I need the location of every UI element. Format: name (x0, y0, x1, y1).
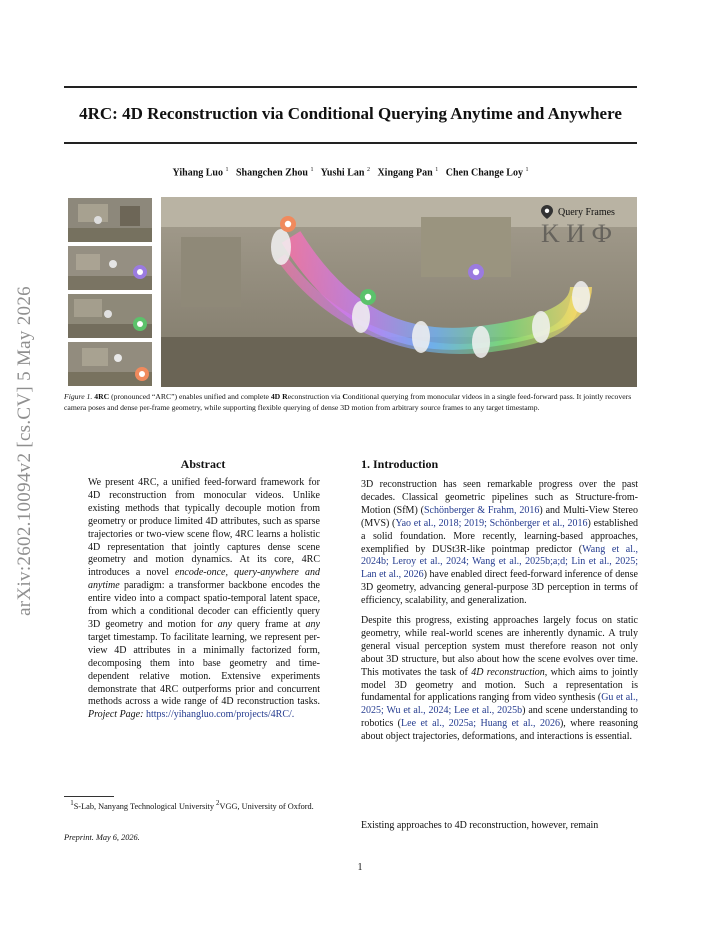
body-text: Despite this progress, existing approaches largely focus on static geometry, while real-world scenes are inherently dynamic. A truly general visual perception system must therefore reason not only about 3D structure, but also about how the scene evolves over time. This motivates the task of (361, 615, 638, 678)
arxiv-stamp: arXiv:2602.10094v2 [cs.CV] 5 May 2026 (14, 286, 35, 616)
title-top-rule (64, 86, 637, 88)
abstract-text: query frame at (232, 618, 306, 630)
figure-caption (64, 392, 637, 413)
body-text: ) established a solid foundation. More recently, learning-based approaches, exemplified by DUSt3R-like pointmap predictor ( (361, 517, 639, 555)
figure-main-image (161, 197, 637, 387)
author-affiliation: 1 (310, 167, 314, 173)
author: Chen Change Loy (445, 167, 523, 179)
caption-label: Figure 1. (64, 392, 93, 401)
caption-text: (pronounced “ARC”) enables unified and complete (109, 392, 271, 401)
footnote-text: S-Lab, Nanyang Technological University (73, 801, 217, 811)
author-affiliation: 1 (435, 167, 439, 173)
caption-text: C (342, 392, 348, 401)
svg-text:K И Ф: K И Ф (541, 219, 613, 248)
body-text: ) have enabled direct feed-forward inference of dense 3D geometry, advancing general-purpose 3D perception in terms of efficiency, scalability, and generalization. (361, 569, 638, 607)
abstract-text: target timestamp. To facilitate learning, we represent per-view 4D attributes in a minimally factorized form, decomposing them into base geometry and time-dependent relative motion. Extensive experiments demonstrate that 4RC outperforms prior and concurrent methods across a wide range of 4D reconstruction tasks. (88, 631, 320, 708)
body-text: Existing approaches to 4D reconstruction, however, remain (361, 820, 599, 831)
query-pin-icon (467, 263, 485, 281)
footnote-marker: 2 (216, 800, 220, 807)
legend-label: Query Frames (558, 206, 615, 218)
abstract-emphasis: encode-once, query-anywhere and anytime (88, 567, 320, 592)
intro-paragraph (361, 479, 638, 608)
author: Yushi Lan (320, 167, 365, 179)
abstract-emphasis: any (217, 618, 233, 630)
body-text: ) and scene understanding to robotics ( (361, 705, 638, 730)
body-text: , which aims to jointly model 3D geometry and motion. Such a representation is fundamental for applications ranging from video synthesis ( (361, 666, 638, 704)
location-pin-icon (541, 205, 553, 219)
figure-legend (541, 205, 615, 219)
citation-link[interactable]: Wang et al., 2024b; Leroy et al., 2024; Wang et al., 2025b;a;d; Lin et al., 2025; Lan et al., 2026 (361, 543, 639, 581)
footnote-text: VGG, University of Oxford. (219, 801, 314, 811)
citation-link[interactable]: Gu et al., 2025; Wu et al., 2024; Lee et al., 2025b (361, 692, 638, 717)
footnote-marker: 1 (70, 800, 74, 807)
abstract-body (88, 477, 320, 722)
abstract-heading: Abstract (180, 457, 226, 471)
project-page-link[interactable]: https://yihangluo.com/projects/4RC/. (145, 709, 295, 721)
author-affiliation: 2 (366, 167, 370, 173)
citation-link[interactable]: Yao et al., 2018; 2019; Schönberger et al., 2016 (395, 517, 588, 529)
abstract-emphasis: Project Page: (88, 709, 144, 721)
caption-text: 4RC (94, 392, 110, 401)
query-pin-icon (359, 288, 377, 306)
abstract-text: paradigm: a transformer backbone encodes the entire video into a compact spatio-temporal latent space, from which a conditional decoder can efficiently query 3D geometry and motion for (88, 580, 320, 630)
title-bottom-rule (64, 142, 637, 144)
caption-text: econstruction via (287, 392, 343, 401)
author: Shangchen Zhou (235, 167, 308, 179)
figure-thumbnail (68, 246, 152, 290)
abstract-text: We present 4RC, a unified feed-forward framework for 4D reconstruction from monocular videos. Unlike existing methods that typically decouple motion from geometry or produce limited 4D attributes, such as sparse trajectories or two-view scene flow, 4RC learns a holistic 4D representation that jointly captures dense scene geometry and motion dynamics. At its core, 4RC introduces a novel (88, 477, 320, 579)
body-text: ), where reasoning about object trajectories, deformations, and interactions is essential. (361, 718, 639, 743)
intro-paragraph (361, 820, 638, 833)
author-list (64, 167, 637, 178)
paper-title: 4RC: 4D Reconstruction via Conditional Querying Anytime and Anywhere (79, 104, 622, 123)
footnote-rule (64, 796, 114, 797)
introduction-heading: 1. Introduction (361, 457, 439, 471)
caption-text: onditional querying from monocular videos in a single feed-forward pass. It jointly recovers camera poses and dense per-frame geometry, while supporting flexible querying of dense 3D motion from arbitrary source frames to any target timestamp. (64, 392, 632, 412)
query-pin-icon (279, 215, 297, 233)
emphasis-text: 4D reconstruction (471, 666, 545, 678)
page-number: 1 (357, 862, 363, 873)
author-affiliation: 1 (225, 167, 229, 173)
figure-thumbnail (68, 198, 152, 242)
citation-link[interactable]: Schönberger & Frahm, 2016 (424, 504, 540, 516)
citation-link[interactable]: Lee et al., 2025a; Huang et al., 2026 (401, 718, 560, 730)
intro-paragraph (361, 615, 638, 744)
figure-thumbnail (68, 342, 152, 386)
preprint-note: Preprint. May 6, 2026. (64, 833, 140, 842)
author-affiliation: 1 (525, 167, 529, 173)
body-text: 3D reconstruction has seen remarkable progress over the past decades. Classical geometric pipelines such as Structure-from-Motion (SfM) ( (361, 479, 638, 516)
body-text: ) and Multi-View Stereo (MVS) ( (361, 504, 638, 529)
author: Yihang Luo (172, 167, 223, 179)
affiliation-footnote (64, 798, 342, 812)
figure-thumbnail (68, 294, 152, 338)
caption-text: 4D R (270, 392, 288, 401)
author: Xingang Pan (377, 167, 433, 179)
abstract-emphasis: any (305, 618, 320, 630)
